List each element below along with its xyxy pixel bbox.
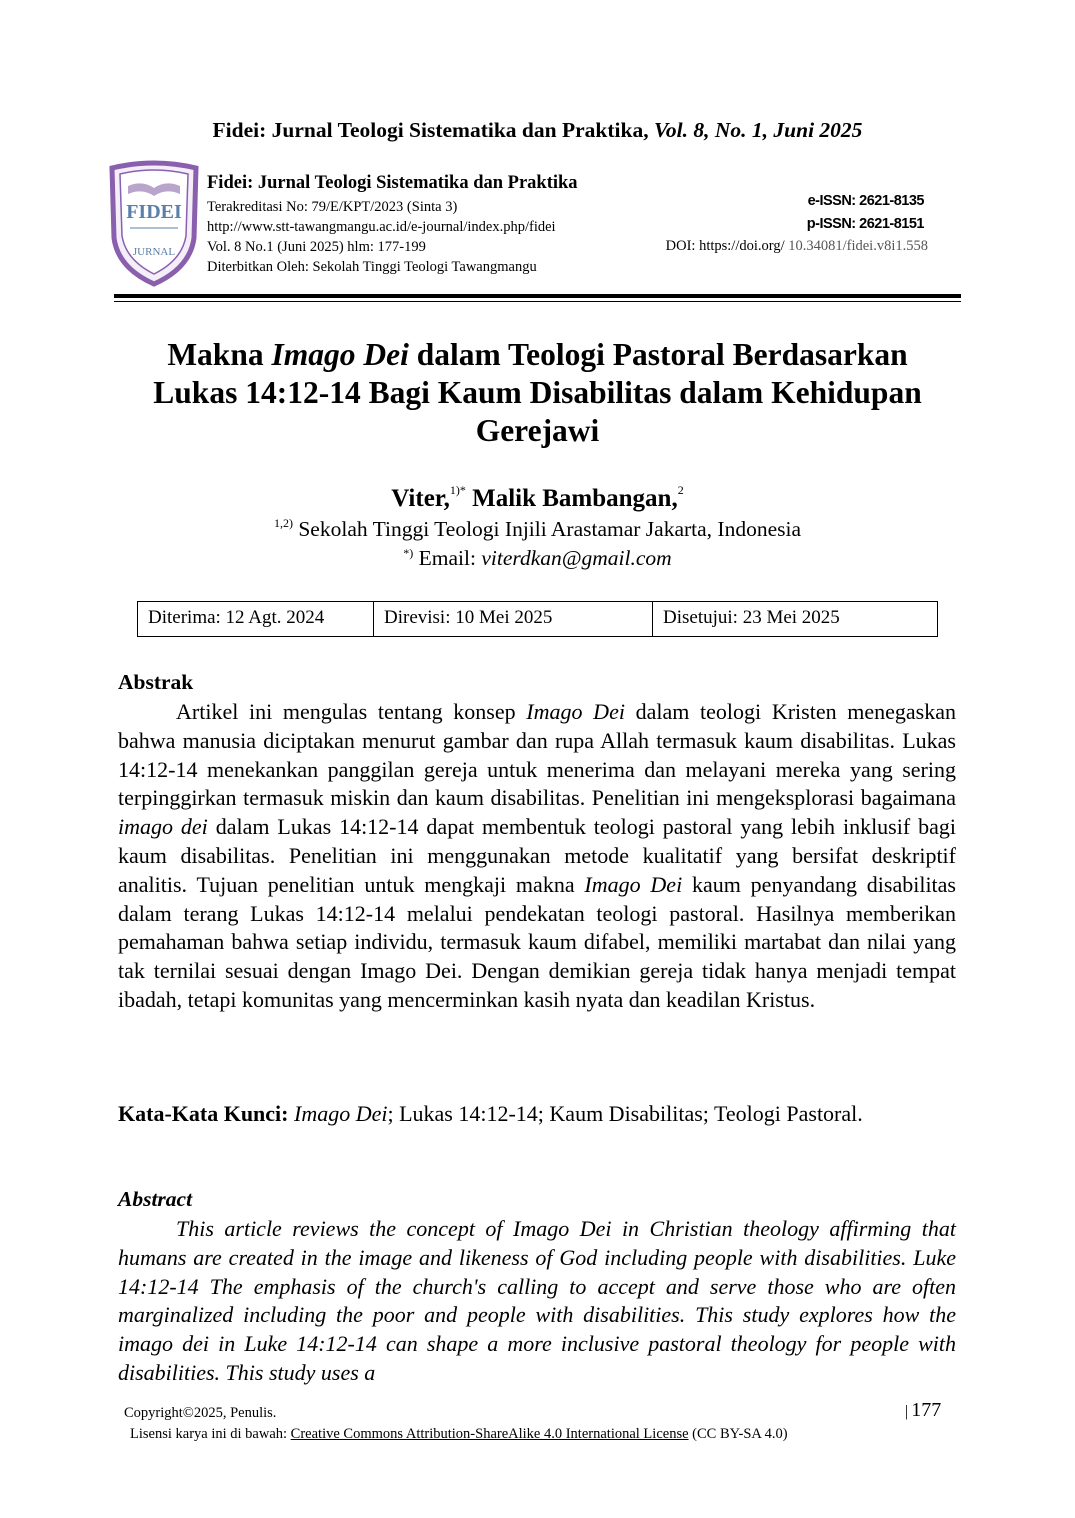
accreditation: Terakreditasi No: 79/E/KPT/2023 (Sinta 3) [207, 199, 458, 215]
volume-pages: Vol. 8 No.1 (Juni 2025) hlm: 177-199 [207, 239, 426, 255]
pissn: p-ISSN: 2621-8151 [806, 216, 924, 232]
abstract-body: This article reviews the concept of Imago Dei in Christian theology affirming that humans are created in the image and likeness of God including people with disabilities. Luke 14:12-14 The emphasis of the church's calling to accept and serve those who are often marginalized including the poor and people with disabilities. This study explores how the imago dei in Luke 14:12-14 can shape a more inclusive pastoral theology for people with disabilities. This study uses a [118, 1216, 956, 1385]
logo-bottom-text: JURNAL [132, 246, 176, 258]
doi [666, 238, 928, 255]
copyright: Copyright©2025, Penulis. [124, 1405, 277, 1421]
running-head-journal: Fidei: Jurnal Teologi Sistematika dan Praktika [212, 118, 644, 142]
running-head-issue: Vol. 8, No. 1, Juni 2025 [653, 118, 863, 142]
running-head: Fidei: Jurnal Teologi Sistematika dan Praktika, Vol. 8, No. 1, Juni 2025 [212, 118, 863, 142]
header-rule-thin [114, 301, 961, 302]
publisher: Diterbitkan Oleh: Sekolah Tinggi Teologi Tawangmangu [207, 259, 537, 275]
logo-top-text: FIDEI [126, 201, 182, 223]
email-address[interactable]: viterdkan@gmail.com [481, 546, 672, 570]
doi-link[interactable]: 10.34081/fidei.v8i1.558 [788, 238, 928, 254]
date-accepted: Disetujui: 23 Mei 2025 [663, 607, 840, 628]
journal-url[interactable]: http://www.stt-tawangmangu.ac.id/e-journal/index.php/fidei [207, 219, 556, 235]
license: Lisensi karya ini di bawah: Creative Commons Attribution-ShareAlike 4.0 International License (CC BY-SA 4.0) [130, 1426, 788, 1442]
keywords-label: Kata-Kata Kunci: [118, 1101, 289, 1126]
dates-table [137, 601, 938, 637]
eissn: e-ISSN: 2621-8135 [807, 193, 924, 209]
affiliation: $^{1,2)}$ Sekolah Tinggi Teologi Injili Arastamar Jakarta, Indonesia [273, 516, 802, 541]
email: *) Email: viterdkan@gmail.com [403, 546, 672, 570]
article-title: Makna Imago Dei dalam Teologi Pastoral Berdasarkan Lukas 14:12-14 Bagi Kaum Disabilitas dalam Kehidupan Gerejawi [153, 337, 922, 448]
authors: Viter,$^{1)*}$ Malik Bambangan,$^2$ [391, 483, 684, 512]
license-link[interactable]: Creative Commons Attribution-ShareAlike 4.0 International License [290, 1426, 689, 1442]
abstract-heading: Abstract [118, 1187, 193, 1211]
journal-name: Fidei: Jurnal Teologi Sistematika dan Praktika [207, 173, 578, 193]
journal-logo [104, 160, 204, 288]
author-2: Malik Bambangan [472, 485, 672, 512]
abstrak-body: Artikel ini mengulas tentang konsep Imago Dei dalam teologi Kristen menegaskan bahwa manusia diciptakan menurut gambar dan rupa Allah termasuk kaum disabilitas. Lukas 14:12-14 menekankan panggilan gereja untuk menerima dan melayani mereka yang sering terpinggirkan termasuk miskin dan kaum disabilitas. Penelitian ini mengeksplorasi bagaimana imago dei dalam Lukas 14:12-14 dapat membentuk teologi pastoral yang lebih inklusif bagi kaum disabilitas. Penelitian ini menggunakan metode kualitatif yang bersifat deskriptif analitis. Tujuan penelitian untuk mengkaji makna Imago Dei kaum penyandang disabilitas dalam terang Lukas 14:12-14 melalui pendekatan teologi pastoral. Hasilnya memberikan pemahaman bahwa setiap individu, termasuk kaum difabel, memiliki martabat dan nilai yang tak ternilai sesuai dengan Imago Dei. Dengan demikian gereja tidak hanya menjadi tempat ibadah, tetapi komunitas yang mencerminkan kasih nyata dan keadilan Kristus. [118, 699, 956, 1012]
doi-label: DOI: https://doi.org/ [665, 238, 785, 254]
date-revised: Direvisi: 10 Mei 2025 [374, 602, 653, 636]
author-1: Viter [391, 485, 444, 512]
page-number: | 177 [905, 1399, 942, 1421]
date-received: Diterima: 12 Agt. 2024 [138, 602, 374, 636]
keywords: Kata-Kata Kunci: Imago Dei; Lukas 14:12-14; Kaum Disabilitas; Teologi Pastoral. [118, 1101, 863, 1126]
header-rule-thick [114, 294, 961, 298]
abstrak-heading: Abstrak [118, 670, 194, 694]
